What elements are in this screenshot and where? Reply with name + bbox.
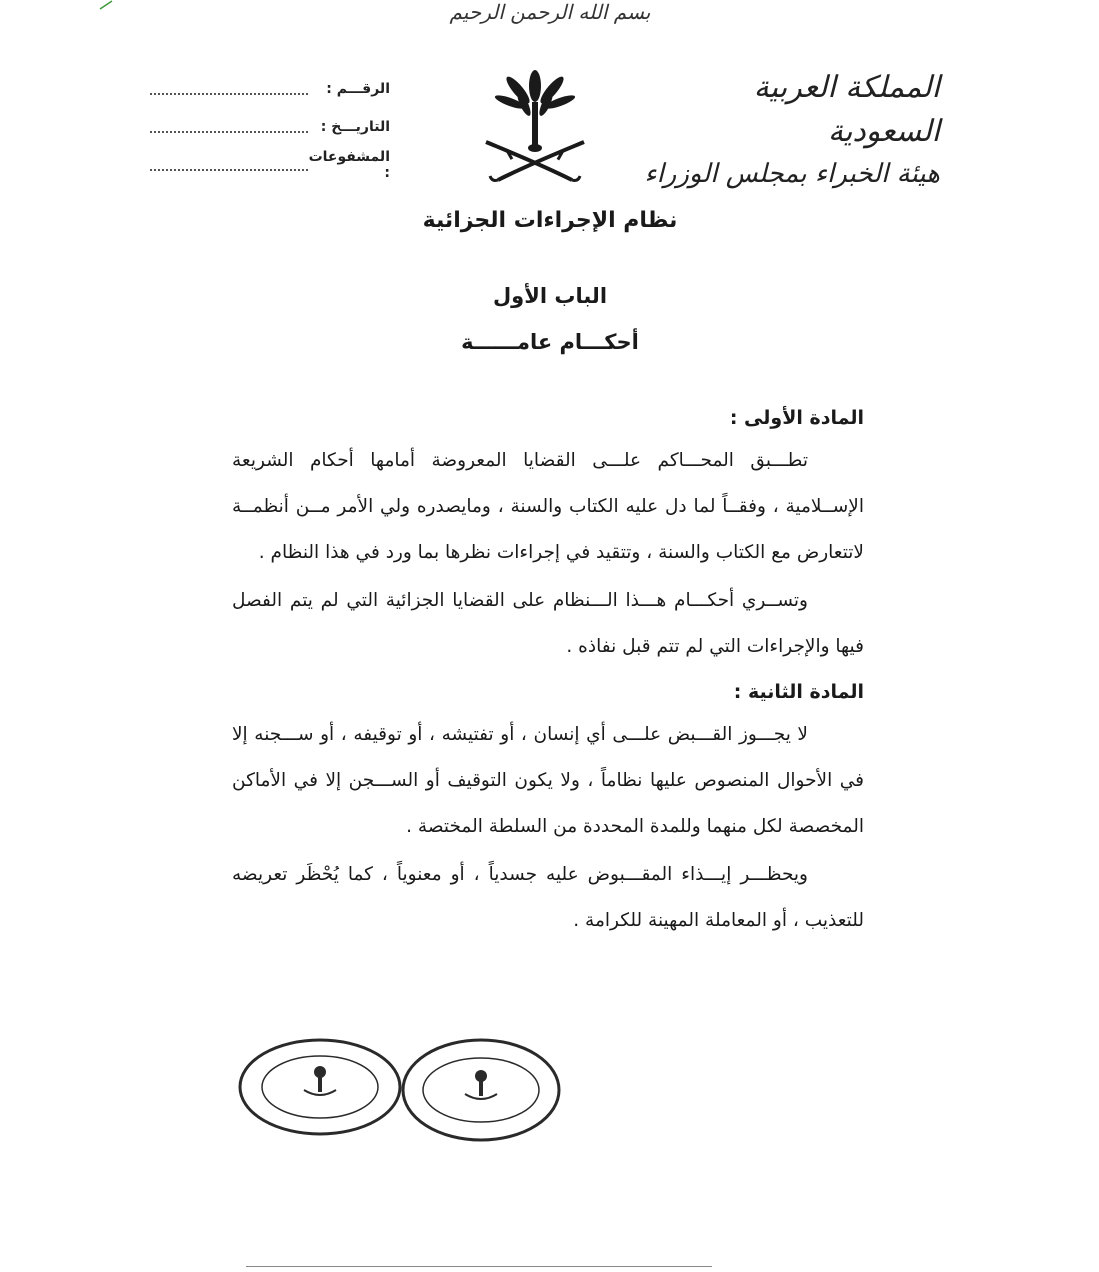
- reference-fields: [150, 70, 390, 184]
- document-body: [232, 398, 864, 946]
- right-seal-icon: [403, 1040, 559, 1140]
- reference-number-row: [150, 70, 390, 108]
- attachments-label: المشفوعات :: [308, 149, 390, 181]
- article-heading: المادة الأولى :: [729, 407, 864, 429]
- date-row: [150, 108, 390, 146]
- article-paragraph: لا يجـــوز القـــبض علـــى أي إنسان ، أو تفتيشه ، أو توقيفه ، أو ســـجنه إلا في الأحوال المنصوص عليها نظاماً ، ولا يكون التوقيف أو الســـجن إلا في الأماكن المخصصة لكل منهما وللمدة المحددة من السلطة المختصة .: [232, 724, 864, 837]
- official-seals: [236, 1034, 566, 1144]
- reference-number-line: [150, 92, 308, 95]
- attachments-line: [150, 168, 308, 171]
- reference-number-label: الرقـــم :: [326, 81, 390, 97]
- basmala-calligraphy: بسم الله الرحمن الرحيم: [449, 0, 651, 24]
- org-unit: هيئة الخبراء بمجلس الوزراء: [644, 159, 940, 189]
- chapter-subtitle: أحكـــام عامــــــة: [461, 330, 639, 354]
- date-label: التاريـــخ :: [320, 119, 390, 135]
- left-seal-icon: [240, 1040, 400, 1134]
- article-paragraph: وتســري أحكـــام هـــذا الـــنظام على القضايا الجزائية التي لم يتم الفصل فيها والإجراءات التي لم تتم قبل نفاذه .: [232, 590, 864, 657]
- article-paragraph: ويحظـــر إيـــذاء المقـــبوض عليه جسدياً ، أو معنوياً ، كما يُحْظَر تعريضه للتعذيب ، أو المعاملة المهينة للكرامة .: [232, 864, 864, 931]
- org-name: المملكة العربية السعودية: [753, 70, 940, 149]
- article-paragraph: تطـــبق المحـــاكم علـــى القضايا المعروضة أمامها أحكام الشريعة الإســلامية ، وفقــاً لما دل عليه الكتاب والسنة ، ومايصدره ولي الأمر مــن أنظمــة لاتتعارض مع الكتاب والسنة ، وتتقيد في إجراءات نظرها بما ورد في هذا النظام .: [232, 450, 864, 563]
- palm-swords-emblem-icon: [480, 64, 590, 188]
- organization-header: [640, 66, 940, 194]
- date-line: [150, 130, 308, 133]
- attachments-row: [150, 146, 390, 184]
- document-title: نظام الإجراءات الجزائية: [422, 208, 678, 233]
- chapter-title: الباب الأول: [492, 284, 608, 308]
- footer-divider: [246, 1266, 712, 1267]
- article-heading: المادة الثانية :: [733, 681, 864, 703]
- corner-mark-icon: [98, 0, 114, 10]
